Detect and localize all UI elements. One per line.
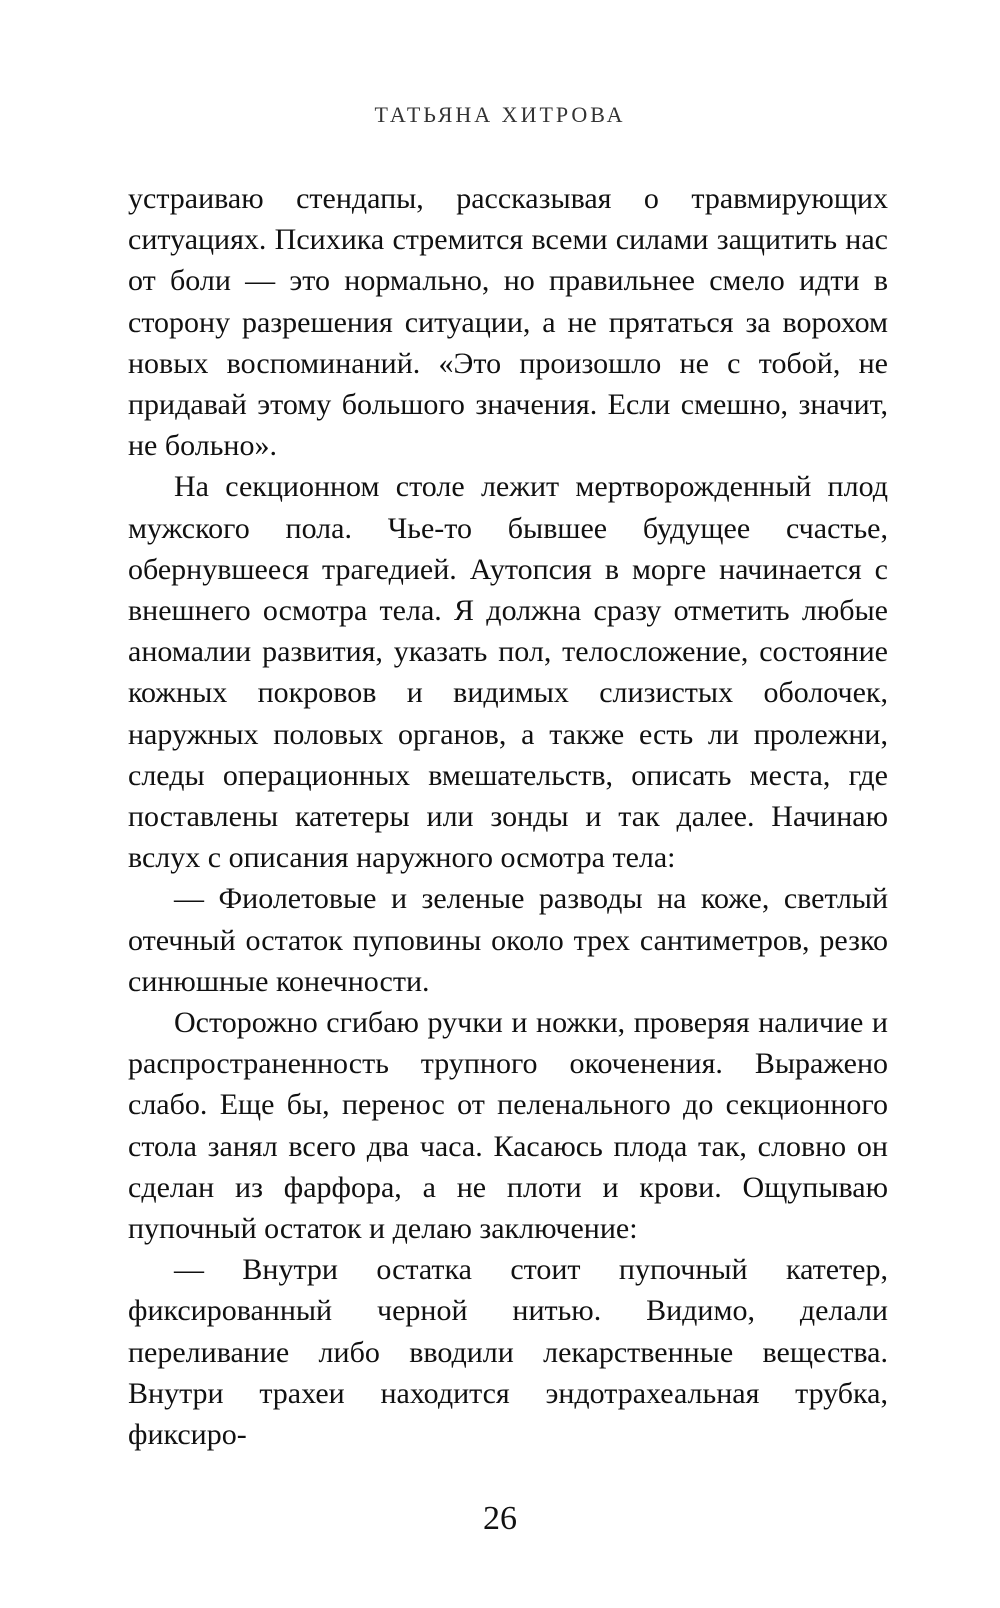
page-number: 26: [483, 1500, 517, 1537]
paragraph-1: устраиваю стендапы, рассказывая о травмирующих ситуациях. Психика стремится всеми силами защитить нас от боли — это нормально, но правильнее смело идти в сторону разрешения ситуации, а не прятаться за ворохом новых воспоминаний. «Это произошло не с тобой, не придавай этому большого значения. Если смешно, значит, не больно».: [128, 182, 888, 463]
body-text: [128, 178, 888, 1455]
running-header: ТАТЬЯНА ХИТРОВА: [374, 102, 626, 127]
paragraph-5: — Внутри остатка стоит пупочный катетер, фиксированный черной нитью. Видимо, делали переливание либо вводили лекарственные вещества. Внутри трахеи находится эндотрахеальная трубка, фиксиро-: [128, 1253, 888, 1452]
paragraph-4: Осторожно сгибаю ручки и ножки, проверяя наличие и распространенность трупного окоченения. Выражено слабо. Еще бы, перенос от пеленального до секционного стола занял всего два часа. Касаюсь плода так, словно он сделан из фарфора, а не плоти и крови. Ощупываю пупочный остаток и делаю заключение:: [128, 1006, 888, 1246]
paragraph-2: На секционном столе лежит мертворожденный плод мужского пола. Чье-то бывшее будущее счастье, обернувшееся трагедией. Аутопсия в морге начинается с внешнего осмотра тела. Я должна сразу отметить любые аномалии развития, указать пол, телосложение, состояние кожных покровов и видимых слизистых оболочек, наружных половых органов, а также есть ли пролежни, следы операционных вмешательств, описать места, где поставлены катетеры или зонды и так далее. Начинаю вслух с описания наружного осмотра тела:: [128, 470, 888, 875]
paragraph-3: — Фиолетовые и зеленые разводы на коже, светлый отечный остаток пуповины около трех сантиметров, резко синюшные конечности.: [128, 882, 888, 998]
